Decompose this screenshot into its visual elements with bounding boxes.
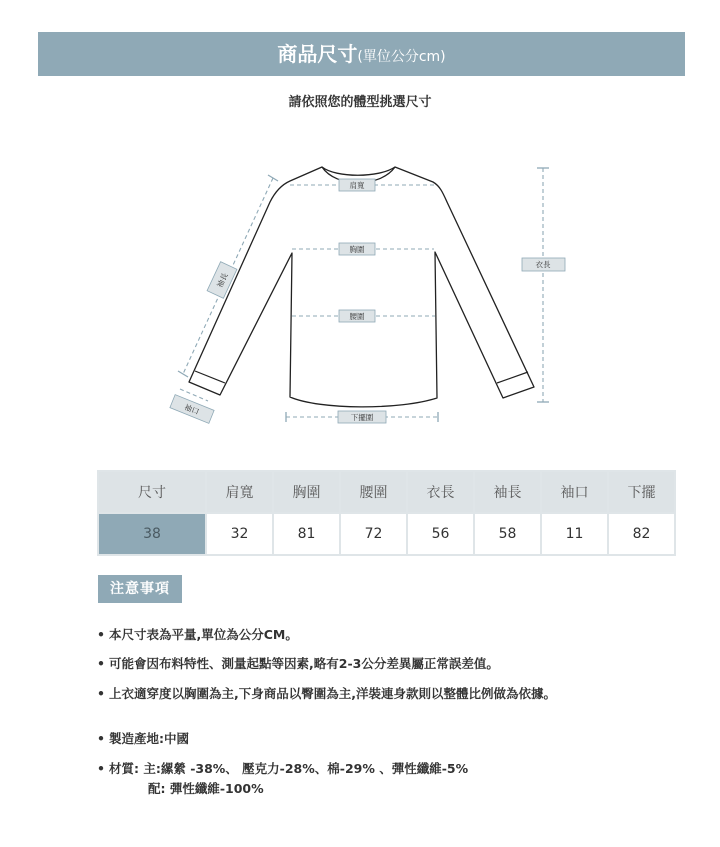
chest-label: 胸圍 — [349, 245, 365, 254]
right-cuff-line — [497, 372, 528, 383]
note-text: 可能會因布料特性、測量起點等因素,略有2-3公分差異屬正常誤差值。 — [109, 656, 499, 671]
note-text: 本尺寸表為平量,單位為公分CM。 — [109, 627, 298, 642]
length-label: 衣長 — [535, 260, 551, 269]
hem-label: 下擺圍 — [350, 413, 374, 422]
header-length: 衣長 — [407, 471, 474, 513]
table-row — [98, 513, 675, 555]
note-text: 上衣適穿度以胸圍為主,下身商品以臀圍為主,洋裝連身款則以整體比例做為依據。 — [109, 686, 556, 701]
note-item: • 可能會因布料特性、測量起點等因素,略有2-3公分差異屬正常誤差值。 — [97, 656, 499, 671]
notes-title: 注意事項 — [98, 575, 182, 603]
page-title: 商品尺寸 — [277, 42, 358, 66]
cell-waist: 72 — [340, 513, 407, 555]
note-item: • 上衣適穿度以胸圍為主,下身商品以臀圍為主,洋裝連身款則以整體比例做為依據。 — [97, 686, 556, 701]
cell-hem: 82 — [608, 513, 675, 555]
material-text: 材質: 主:縲縈 -38%、 壓克力-28%、棉-29% 、彈性纖維-5% — [109, 761, 469, 776]
waist-label: 腰圍 — [349, 312, 365, 321]
header-sleeve: 袖長 — [474, 471, 541, 513]
cell-sleeve: 58 — [474, 513, 541, 555]
shoulder-label: 肩寬 — [349, 181, 365, 190]
page-subtitle: 請依照您的體型挑選尺寸 — [288, 95, 432, 110]
origin-text: 製造產地:中國 — [109, 731, 189, 746]
cell-chest: 81 — [273, 513, 340, 555]
sleeve-label: 袖長 — [215, 271, 230, 289]
header-waist: 腰圍 — [340, 471, 407, 513]
cell-shoulder: 32 — [206, 513, 273, 555]
page-title-unit: (單位公分cm) — [357, 49, 446, 65]
cell-size: 38 — [98, 513, 206, 555]
material-note: • 材質: 主:縲縈 -38%、 壓克力-28%、棉-29% 、彈性纖維-5% — [97, 761, 469, 776]
cell-cuff: 11 — [541, 513, 608, 555]
header-cuff: 袖口 — [541, 471, 608, 513]
cuff-label: 袖口 — [183, 402, 201, 417]
left-cuff-line — [195, 371, 225, 383]
sleeve-tick-top — [268, 175, 278, 181]
shirt-outline — [189, 167, 534, 407]
cell-length: 56 — [407, 513, 474, 555]
note-item: • 本尺寸表為平量,單位為公分CM。 — [97, 627, 298, 642]
size-table-header-row — [98, 471, 675, 513]
sleeve-tick-bottom — [178, 371, 188, 377]
material-text-secondary: 配: 彈性纖維-100% — [148, 781, 264, 796]
header-shoulder: 肩寬 — [206, 471, 273, 513]
origin-note: • 製造產地:中國 — [97, 731, 189, 746]
header-hem: 下擺 — [608, 471, 675, 513]
header-size: 尺寸 — [98, 471, 206, 513]
size-table — [97, 470, 676, 556]
material-note-secondary — [148, 779, 264, 797]
header-chest: 胸圍 — [273, 471, 340, 513]
